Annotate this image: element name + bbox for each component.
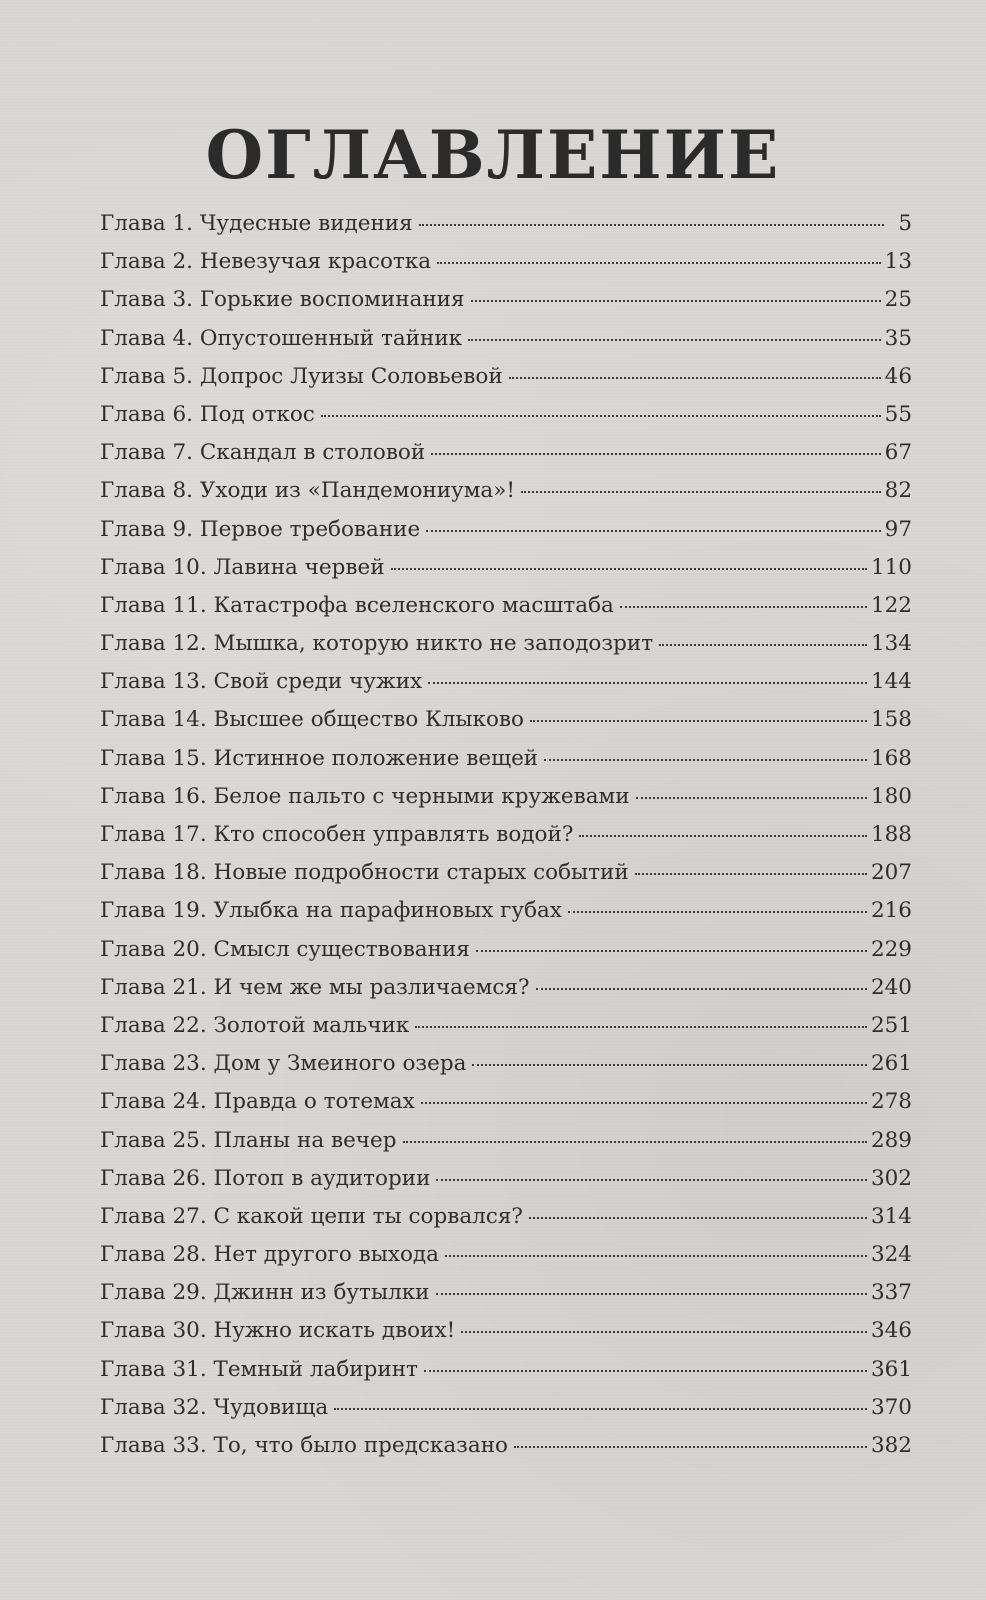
toc-entry [100,740,912,778]
chapter-title: Глава 8. Уходи из «Пандемониума»! [100,478,516,504]
page-number: 35 [884,325,912,351]
page-number: 46 [884,363,912,389]
chapter-title: Глава 12. Мышка, которую никто не заподозрит [100,631,654,657]
dot-leader [445,1255,867,1257]
toc-entry [100,1274,912,1312]
dot-leader [391,568,867,570]
page-number: 240 [870,974,912,1000]
toc-entry [100,969,912,1007]
dot-leader [436,1293,867,1295]
chapter-title: Глава 6. Под откос [100,401,315,427]
toc-entry [100,281,912,319]
dot-leader [635,873,867,875]
chapter-title: Глава 26. Потоп в аудитории [100,1165,431,1191]
page-number: 55 [884,401,912,427]
page-title: ОГЛАВЛЕНИЕ [205,116,781,195]
toc-entry [100,1045,912,1083]
dot-leader [544,759,867,761]
dot-leader [568,911,867,913]
dot-leader [529,1217,867,1219]
toc-entry [100,1198,912,1236]
chapter-title: Глава 18. Новые подробности старых событий [100,860,629,886]
chapter-title: Глава 7. Скандал в столовой [100,440,426,466]
chapter-title: Глава 31. Темный лабиринт [100,1356,418,1382]
chapter-title: Глава 13. Свой среди чужих [100,669,423,695]
page-number: 82 [884,478,912,504]
page-number: 188 [870,822,912,847]
toc-entry [100,1351,912,1389]
dot-leader [472,1064,867,1066]
page-number: 229 [870,936,912,962]
toc-entry [100,320,912,358]
table-of-contents [100,205,912,1465]
chapter-title: Глава 30. Нужно искать двоих! [100,1318,456,1344]
dot-leader [424,1370,867,1372]
dot-leader [321,415,881,417]
page-number: 207 [870,860,912,886]
dot-leader [419,224,884,226]
toc-entry [100,358,912,396]
chapter-title: Глава 9. Первое требование [100,516,421,542]
dot-leader [421,1102,867,1104]
toc-entry [100,1122,912,1160]
page-number: 5 [898,211,912,236]
dot-leader [579,835,867,837]
dot-leader [636,797,867,799]
toc-entry [100,1236,912,1274]
dot-leader [514,1446,867,1448]
page-number: 370 [870,1394,912,1420]
toc-entry [100,1427,912,1465]
chapter-title: Глава 28. Нет другого выхода [100,1242,439,1268]
toc-entry [100,663,912,701]
page-number: 134 [870,631,912,657]
page-number: 158 [870,707,912,733]
toc-entry [100,434,912,472]
chapter-title: Глава 19. Улыбка на парафиновых губах [100,898,562,924]
dot-leader [403,1141,867,1143]
toc-entry [100,1312,912,1350]
page-number: 251 [870,1012,912,1038]
chapter-title: Глава 10. Лавина червей [100,554,385,580]
page-number: 314 [870,1203,912,1229]
chapter-title: Глава 4. Опустошенный тайник [100,325,463,351]
dot-leader [461,1331,867,1333]
toc-entry [100,778,912,816]
toc-entry [100,396,912,434]
toc-entry [100,549,912,587]
toc-entry [100,625,912,663]
toc-entry [100,511,912,549]
chapter-title: Глава 27. С какой цепи ты сорвался? [100,1203,523,1229]
chapter-title: Глава 11. Катастрофа вселенского масштаба [100,592,614,618]
page-number: 302 [870,1165,912,1191]
dot-leader [428,682,867,684]
toc-entry [100,931,912,969]
dot-leader [476,950,867,952]
dot-leader [659,644,867,646]
chapter-title: Глава 32. Чудовища [100,1394,329,1420]
page-number: 382 [870,1433,912,1458]
chapter-title: Глава 17. Кто способен управлять водой? [100,822,574,847]
toc-entry [100,1007,912,1045]
dot-leader [471,300,881,302]
toc-entry [100,1389,912,1427]
dot-leader [536,988,867,990]
chapter-title: Глава 2. Невезучая красотка [100,249,432,275]
dot-leader [437,262,881,264]
toc-entry [100,854,912,892]
dot-leader [509,377,881,379]
page-number: 278 [870,1089,912,1115]
toc-entry [100,1083,912,1121]
dot-leader [415,1026,867,1028]
chapter-title: Глава 3. Горькие воспоминания [100,287,465,313]
chapter-title: Глава 5. Допрос Луизы Соловьевой [100,363,503,389]
chapter-title: Глава 29. Джинн из бутылки [100,1280,430,1306]
page-number: 289 [870,1127,912,1153]
chapter-title: Глава 1. Чудесные видения [100,211,413,236]
toc-entry [100,587,912,625]
page-number: 122 [870,592,912,618]
page-number: 216 [870,898,912,924]
dot-leader [334,1408,867,1410]
dot-leader [530,720,867,722]
page-number: 180 [870,783,912,809]
dot-leader [521,491,881,493]
chapter-title: Глава 22. Золотой мальчик [100,1012,410,1038]
page-number: 346 [870,1318,912,1344]
dot-leader [426,530,880,532]
toc-entry [100,472,912,510]
toc-entry [100,1160,912,1198]
chapter-title: Глава 24. Правда о тотемах [100,1089,415,1115]
page-number: 168 [870,745,912,771]
page-number: 324 [870,1242,912,1268]
page-number: 261 [870,1051,912,1077]
chapter-title: Глава 15. Истинное положение вещей [100,745,539,771]
chapter-title: Глава 25. Планы на вечер [100,1127,397,1153]
dot-leader [436,1179,867,1181]
page-number: 67 [884,440,912,466]
page-number: 13 [884,249,912,275]
page-number: 110 [870,554,912,580]
dot-leader [431,453,880,455]
dot-leader [620,606,867,608]
toc-entry [100,243,912,281]
page-number: 337 [870,1280,912,1306]
toc-entry [100,701,912,739]
page-number: 361 [870,1356,912,1382]
chapter-title: Глава 33. То, что было предсказано [100,1433,508,1458]
dot-leader [468,339,881,341]
toc-entry [100,205,912,243]
toc-entry [100,816,912,854]
chapter-title: Глава 16. Белое пальто с черными кружевами [100,783,630,809]
chapter-title: Глава 23. Дом у Змеиного озера [100,1051,467,1077]
chapter-title: Глава 20. Смысл существования [100,936,470,962]
toc-entry [100,892,912,930]
page-number: 25 [884,287,912,313]
chapter-title: Глава 14. Высшее общество Клыково [100,707,524,733]
page-number: 144 [870,669,912,695]
page-number: 97 [884,516,912,542]
chapter-title: Глава 21. И чем же мы различаемся? [100,974,530,1000]
